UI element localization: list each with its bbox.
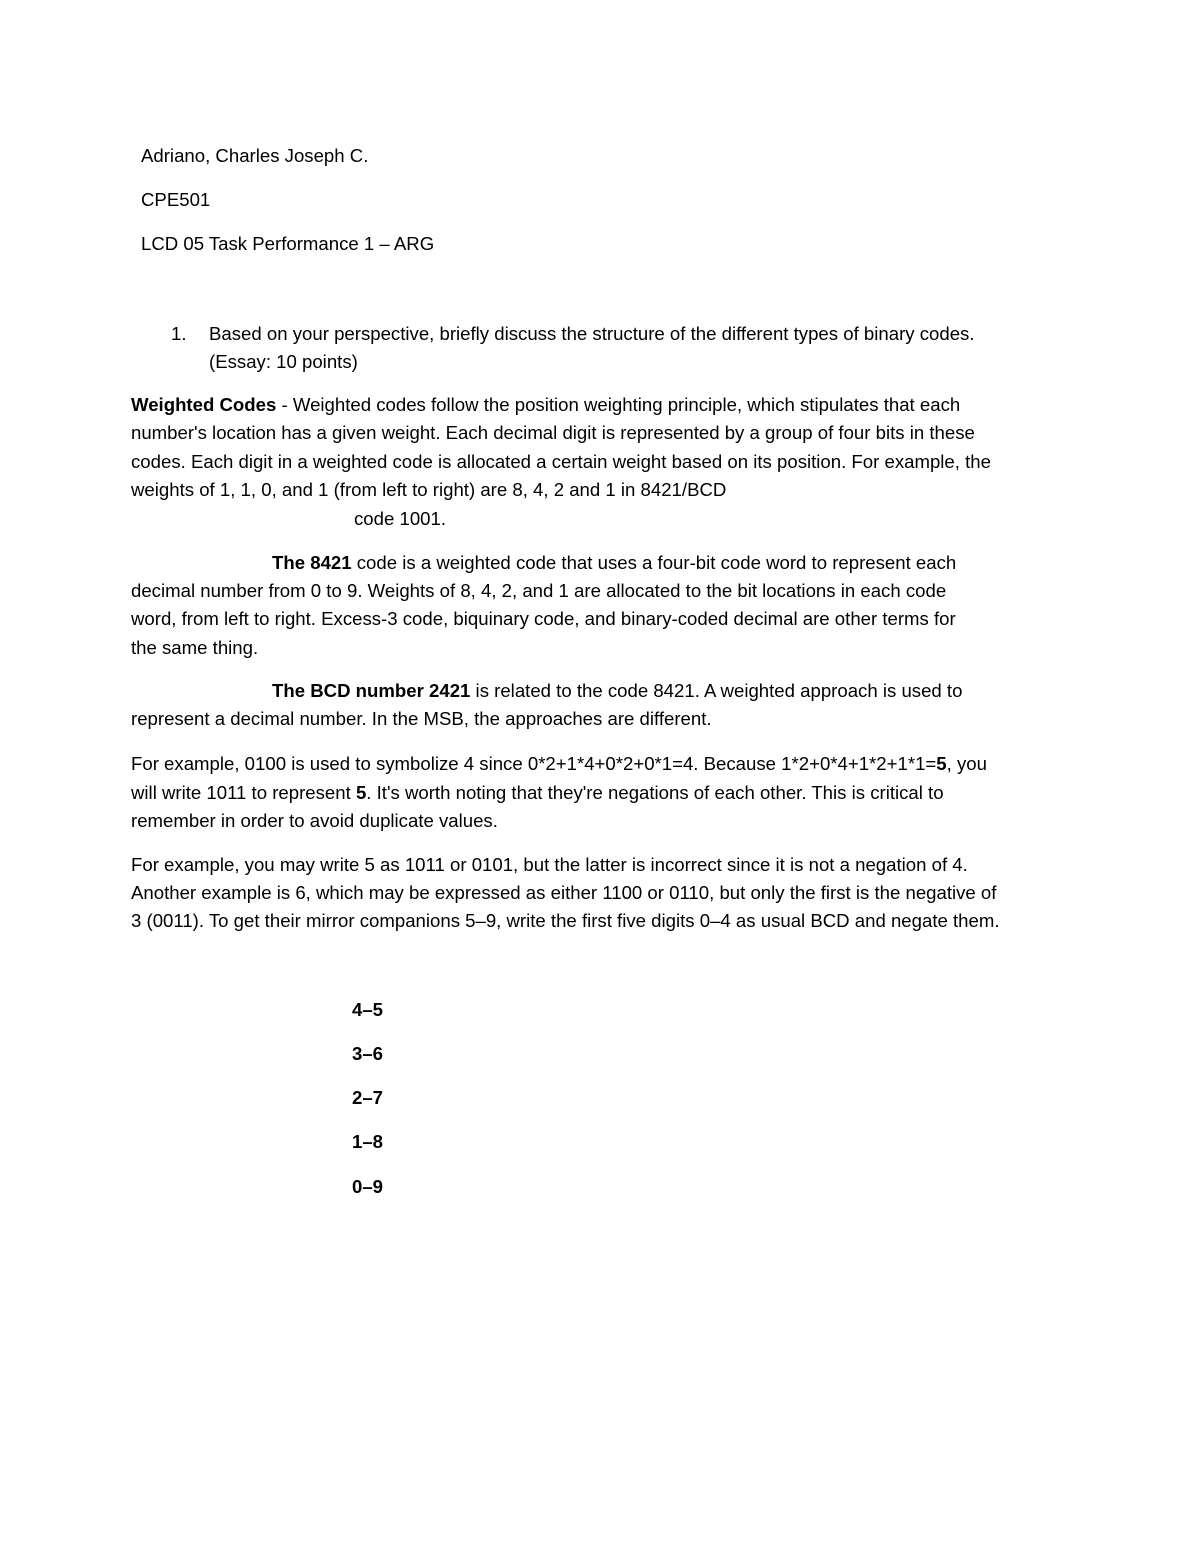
code-8421-term: The 8421 [272,552,352,573]
weighted-codes-text: - Weighted codes follow the position weighting principle, which stipulates that each [276,394,961,415]
example-1-line-3: remember in order to avoid duplicate values. [131,810,498,831]
author-name: Adriano, Charles Joseph C. [141,145,369,166]
question-text: Based on your perspective, briefly discuss the structure of the different types of binary codes. [209,323,975,344]
pair-item: 0–9 [352,1176,384,1197]
example-1-line-2 [131,781,944,805]
task-title: LCD 05 Task Performance 1 – ARG [141,233,435,254]
code-8421-line-4: the same thing. [131,637,259,658]
weighted-codes-line-4: weights of 1, 1, 0, and 1 (from left to right) are 8, 4, 2 and 1 in 8421/BCD [131,479,727,500]
question-number: 1. [171,323,187,344]
code-8421-text: code is a weighted code that uses a four-bit code word to represent each [351,552,957,573]
weighted-codes-line-3: codes. Each digit in a weighted code is allocated a certain weight based on its position. For example, the [131,451,991,472]
example-1-text-2a: will write 1011 to represent [131,782,356,803]
example-1-bold-five: 5 [936,753,947,774]
code-8421-line-2: decimal number from 0 to 9. Weights of 8, 4, 2, and 1 are allocated to the bit locations in each code [131,580,947,601]
code-8421-line-3: word, from left to right. Excess-3 code, biquinary code, and binary-coded decimal are other terms for [131,608,956,629]
bcd-2421-line-1 [272,679,962,703]
example-2-line-2: Another example is 6, which may be expressed as either 1100 or 0110, but only the first is the negative of [131,882,997,903]
pair-item: 3–6 [352,1043,384,1064]
weighted-codes-line-1 [131,393,960,417]
course-code: CPE501 [141,189,211,210]
code-8421-line-1 [272,551,956,575]
bcd-2421-term: The BCD number 2421 [272,680,471,701]
pair-item: 2–7 [352,1087,384,1108]
example-2-line-3: 3 (0011). To get their mirror companions 5–9, write the first five digits 0–4 as usual BCD and negate them. [131,910,1000,931]
weighted-codes-term: Weighted Codes [131,394,277,415]
bcd-2421-line-2: represent a decimal number. In the MSB, the approaches are different. [131,708,712,729]
weighted-codes-line-5: code 1001. [354,508,447,529]
example-1-text-c: , you [946,753,987,774]
pair-item: 4–5 [352,999,384,1020]
example-1-line-1 [131,752,987,776]
example-2-line-1: For example, you may write 5 as 1011 or 0101, but the latter is incorrect since it is not a negation of 4. [131,854,968,875]
question-points: (Essay: 10 points) [209,351,358,372]
example-1-text-a: For example, 0100 is used to symbolize 4 since 0*2+1*4+0*2+0*1=4. Because 1*2+0*4+1*2+1*1= [131,753,937,774]
example-1-text-2c: . It's worth noting that they're negations of each other. This is critical to [366,782,944,803]
example-1-bold-five-2: 5 [355,782,367,803]
bcd-2421-text: is related to the code 8421. A weighted approach is used to [470,680,963,701]
pair-item: 1–8 [352,1131,384,1152]
weighted-codes-line-2: number's location has a given weight. Each decimal digit is represented by a group of four bits in these [131,422,975,443]
